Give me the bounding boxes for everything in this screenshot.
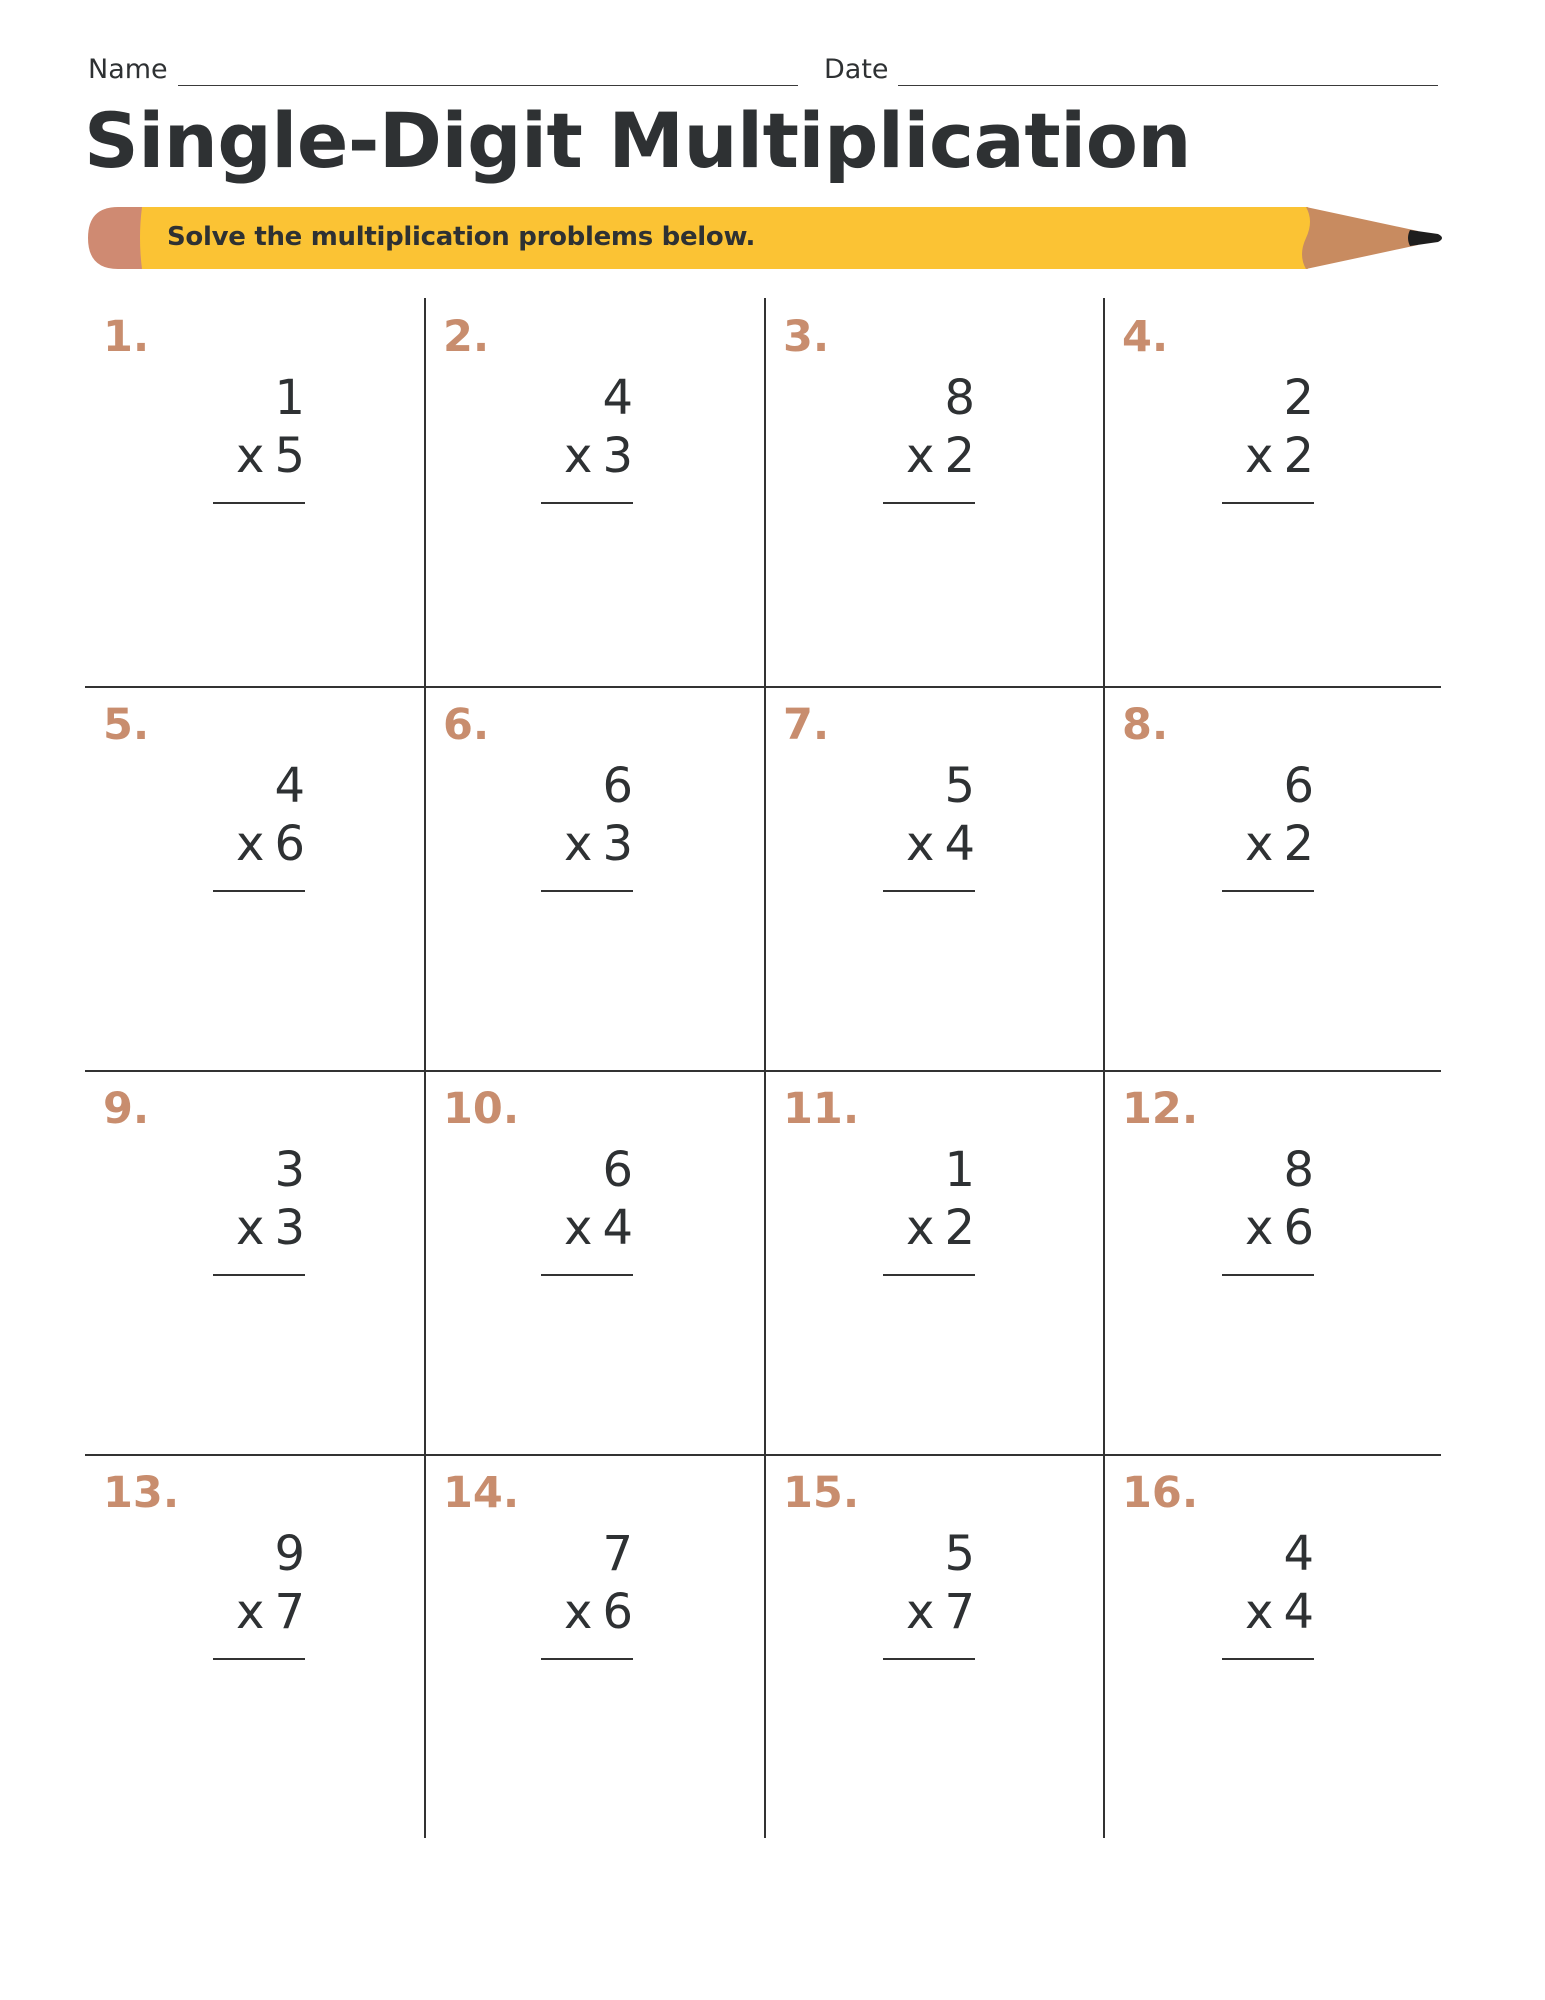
- bottom-operand-row: [185, 428, 305, 484]
- times-sign: x: [906, 816, 935, 872]
- answer-line[interactable]: [541, 502, 633, 504]
- answer-line[interactable]: [1222, 502, 1314, 504]
- top-operand: 6: [602, 758, 633, 814]
- answer-line[interactable]: [1222, 1274, 1314, 1276]
- times-sign: x: [236, 816, 265, 872]
- bottom-operand-row: [855, 1200, 975, 1256]
- top-operand: 8: [1283, 1142, 1314, 1198]
- top-operand: 1: [274, 370, 305, 426]
- bottom-operand: 7: [274, 1584, 305, 1640]
- answer-line[interactable]: [213, 890, 305, 892]
- bottom-operand: 4: [944, 816, 975, 872]
- answer-line[interactable]: [883, 502, 975, 504]
- bottom-operand-row: [185, 1200, 305, 1256]
- answer-line[interactable]: [213, 1658, 305, 1660]
- bottom-operand-row: [1194, 1584, 1314, 1640]
- answer-line[interactable]: [213, 502, 305, 504]
- page-title: Single-Digit Multiplication: [84, 96, 1192, 185]
- date-field[interactable]: [898, 85, 1438, 86]
- bottom-operand-row: [855, 816, 975, 872]
- times-sign: x: [906, 1584, 935, 1640]
- problem-cell: [425, 688, 765, 1072]
- answer-line[interactable]: [883, 890, 975, 892]
- answer-line[interactable]: [541, 1658, 633, 1660]
- times-sign: x: [236, 1584, 265, 1640]
- bottom-operand-row: [513, 816, 633, 872]
- instruction-text: Solve the multiplication problems below.: [167, 222, 756, 252]
- top-operand: 6: [1283, 758, 1314, 814]
- problem-cell: [765, 1072, 1105, 1456]
- problem-cell: [85, 300, 425, 684]
- times-sign: x: [236, 428, 265, 484]
- bottom-operand-row: [855, 1584, 975, 1640]
- top-operand: 2: [1283, 370, 1314, 426]
- problem-cell: [1104, 1072, 1444, 1456]
- date-label: Date: [824, 54, 889, 85]
- times-sign: x: [564, 1200, 593, 1256]
- problem-cell: [85, 1072, 425, 1456]
- problem-number: 1.: [103, 312, 150, 362]
- times-sign: x: [564, 1584, 593, 1640]
- times-sign: x: [906, 1200, 935, 1256]
- problem-number: 11.: [783, 1084, 860, 1134]
- bottom-operand-row: [513, 428, 633, 484]
- top-operand: 3: [274, 1142, 305, 1198]
- bottom-operand: 4: [1283, 1584, 1314, 1640]
- problem-number: 4.: [1122, 312, 1169, 362]
- bottom-operand-row: [855, 428, 975, 484]
- top-operand: 7: [602, 1526, 633, 1582]
- problem-cell: [85, 1456, 425, 1840]
- problem-number: 3.: [783, 312, 830, 362]
- top-operand: 8: [944, 370, 975, 426]
- bottom-operand: 7: [944, 1584, 975, 1640]
- name-label: Name: [88, 54, 168, 85]
- top-operand: 4: [1283, 1526, 1314, 1582]
- problem-number: 6.: [443, 700, 490, 750]
- times-sign: x: [1245, 1200, 1274, 1256]
- times-sign: x: [564, 428, 593, 484]
- top-operand: 4: [602, 370, 633, 426]
- top-operand: 5: [944, 758, 975, 814]
- problem-cell: [1104, 300, 1444, 684]
- bottom-operand: 4: [602, 1200, 633, 1256]
- bottom-operand: 3: [602, 816, 633, 872]
- answer-line[interactable]: [541, 1274, 633, 1276]
- problem-cell: [1104, 1456, 1444, 1840]
- problem-number: 14.: [443, 1468, 520, 1518]
- bottom-operand-row: [185, 1584, 305, 1640]
- top-operand: 6: [602, 1142, 633, 1198]
- top-operand: 4: [274, 758, 305, 814]
- times-sign: x: [1245, 428, 1274, 484]
- problem-cell: [765, 300, 1105, 684]
- bottom-operand: 3: [602, 428, 633, 484]
- problem-number: 13.: [103, 1468, 180, 1518]
- times-sign: x: [564, 816, 593, 872]
- times-sign: x: [236, 1200, 265, 1256]
- bottom-operand: 6: [602, 1584, 633, 1640]
- problem-cell: [425, 1072, 765, 1456]
- bottom-operand: 6: [1283, 1200, 1314, 1256]
- bottom-operand: 2: [1283, 816, 1314, 872]
- name-field[interactable]: [178, 85, 798, 86]
- bottom-operand: 2: [944, 1200, 975, 1256]
- answer-line[interactable]: [883, 1274, 975, 1276]
- answer-line[interactable]: [541, 890, 633, 892]
- bottom-operand: 2: [1283, 428, 1314, 484]
- bottom-operand: 2: [944, 428, 975, 484]
- bottom-operand-row: [1194, 1200, 1314, 1256]
- bottom-operand: 5: [274, 428, 305, 484]
- problem-number: 8.: [1122, 700, 1169, 750]
- problem-number: 12.: [1122, 1084, 1199, 1134]
- bottom-operand-row: [1194, 428, 1314, 484]
- bottom-operand-row: [513, 1584, 633, 1640]
- answer-line[interactable]: [213, 1274, 305, 1276]
- times-sign: x: [1245, 816, 1274, 872]
- problem-number: 9.: [103, 1084, 150, 1134]
- top-operand: 9: [274, 1526, 305, 1582]
- top-operand: 1: [944, 1142, 975, 1198]
- problem-number: 16.: [1122, 1468, 1199, 1518]
- problem-number: 5.: [103, 700, 150, 750]
- times-sign: x: [906, 428, 935, 484]
- bottom-operand-row: [513, 1200, 633, 1256]
- answer-line[interactable]: [1222, 1658, 1314, 1660]
- bottom-operand-row: [1194, 816, 1314, 872]
- problem-number: 2.: [443, 312, 490, 362]
- bottom-operand: 3: [274, 1200, 305, 1256]
- answer-line[interactable]: [883, 1658, 975, 1660]
- problem-cell: [765, 688, 1105, 1072]
- problem-cell: [765, 1456, 1105, 1840]
- bottom-operand-row: [185, 816, 305, 872]
- problem-cell: [85, 688, 425, 1072]
- answer-line[interactable]: [1222, 890, 1314, 892]
- problem-number: 10.: [443, 1084, 520, 1134]
- problem-cell: [1104, 688, 1444, 1072]
- times-sign: x: [1245, 1584, 1274, 1640]
- problem-cell: [425, 1456, 765, 1840]
- problem-number: 15.: [783, 1468, 860, 1518]
- bottom-operand: 6: [274, 816, 305, 872]
- problem-number: 7.: [783, 700, 830, 750]
- problem-cell: [425, 300, 765, 684]
- top-operand: 5: [944, 1526, 975, 1582]
